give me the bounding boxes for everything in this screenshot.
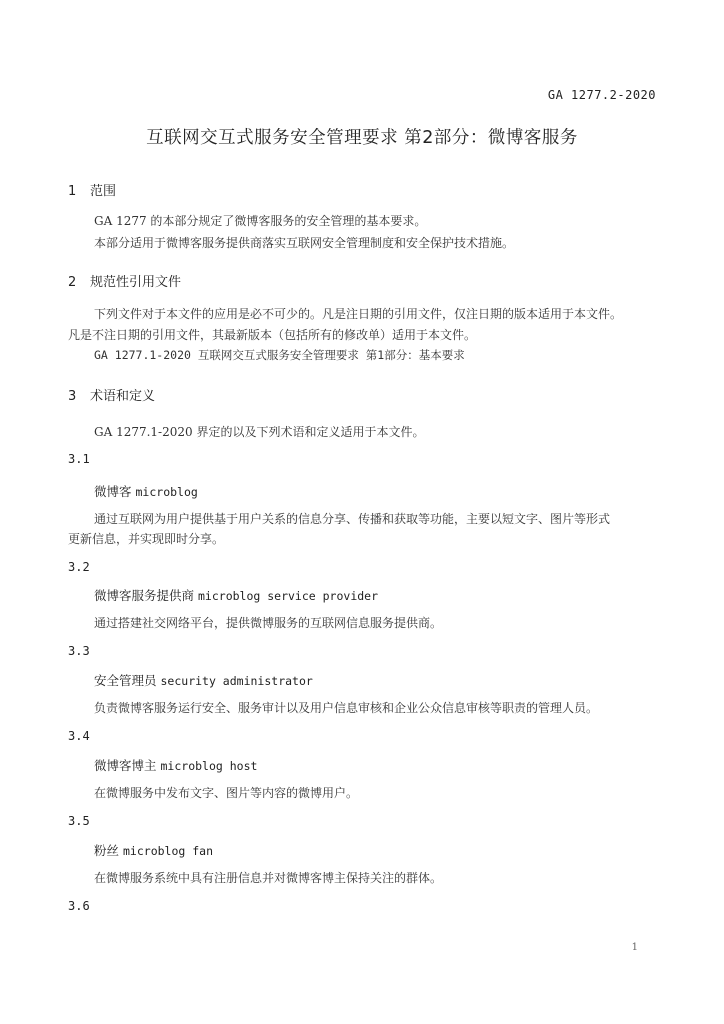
section-2-heading bbox=[68, 271, 181, 290]
term-number: 3.4 bbox=[68, 729, 90, 743]
term-heading bbox=[94, 671, 313, 689]
term-chinese: 微博客 bbox=[94, 484, 132, 499]
term-number: 3.3 bbox=[68, 644, 90, 658]
section-title: 术语和定义 bbox=[90, 389, 156, 404]
term-heading bbox=[94, 586, 378, 604]
section-number: 2 bbox=[68, 275, 77, 290]
term-heading bbox=[94, 756, 257, 774]
document-title: 互联网交互式服务安全管理要求 第2部分：微博客服务 bbox=[146, 128, 578, 148]
normative-paragraph-line-2: 凡是不注日期的引用文件，其最新版本（包括所有的修改单）适用于本文件。 bbox=[68, 328, 477, 342]
section-number: 3 bbox=[68, 389, 77, 404]
term-definition-line-1: 通过互联网为用户提供基于用户关系的信息分享、传播和获取等功能，主要以短文字、图片等形式 bbox=[94, 512, 611, 526]
term-chinese: 安全管理员 bbox=[94, 673, 157, 688]
scope-paragraph-2: 本部分适用于微博客服务提供商落实互联网安全管理制度和安全保护技术措施。 bbox=[94, 236, 515, 250]
section-number: 1 bbox=[68, 184, 77, 199]
term-english: microblog host bbox=[160, 759, 258, 773]
page-number: 1 bbox=[631, 942, 638, 953]
term-definition: 负责微博客服务运行安全、服务审计以及用户信息审核和企业公众信息审核等职责的管理人员。 bbox=[94, 701, 599, 715]
normative-paragraph-line-1: 下列文件对于本文件的应用是必不可少的。凡是注日期的引用文件，仅注日期的版本适用于本文件。 bbox=[94, 307, 623, 321]
term-definition-line-2: 更新信息，并实现即时分享。 bbox=[68, 532, 225, 546]
standard-code: GA 1277.2-2020 bbox=[547, 88, 656, 102]
term-definition: 通过搭建社交网络平台，提供微博服务的互联网信息服务提供商。 bbox=[94, 616, 443, 630]
section-title: 规范性引用文件 bbox=[90, 275, 182, 290]
scope-paragraph-1: GA 1277 的本部分规定了微博客服务的安全管理的基本要求。 bbox=[94, 214, 427, 228]
term-english: microblog fan bbox=[123, 844, 214, 858]
term-number: 3.5 bbox=[68, 814, 90, 828]
term-definition: 在微博服务中发布文字、图片等内容的微博用户。 bbox=[94, 786, 359, 800]
term-number: 3.2 bbox=[68, 560, 90, 574]
term-english: microblog bbox=[135, 485, 198, 499]
section-title: 范围 bbox=[90, 184, 117, 199]
term-definition: 在微博服务系统中具有注册信息并对微博客博主保持关注的群体。 bbox=[94, 871, 443, 885]
term-chinese: 微博客服务提供商 bbox=[94, 588, 195, 603]
term-english: security administrator bbox=[160, 674, 313, 688]
term-heading bbox=[94, 482, 198, 500]
term-chinese: 粉丝 bbox=[94, 843, 120, 858]
section-1-heading bbox=[68, 180, 116, 199]
term-heading bbox=[94, 841, 213, 859]
terms-intro: GA 1277.1-2020 界定的以及下列术语和定义适用于本文件。 bbox=[94, 425, 425, 439]
normative-reference: GA 1277.1-2020 互联网交互式服务安全管理要求 第1部分：基本要求 bbox=[94, 348, 465, 362]
term-number: 3.6 bbox=[68, 899, 90, 913]
section-3-heading bbox=[68, 385, 155, 404]
term-chinese: 微博客博主 bbox=[94, 758, 157, 773]
term-english: microblog service provider bbox=[198, 589, 379, 603]
term-number: 3.1 bbox=[68, 452, 90, 466]
